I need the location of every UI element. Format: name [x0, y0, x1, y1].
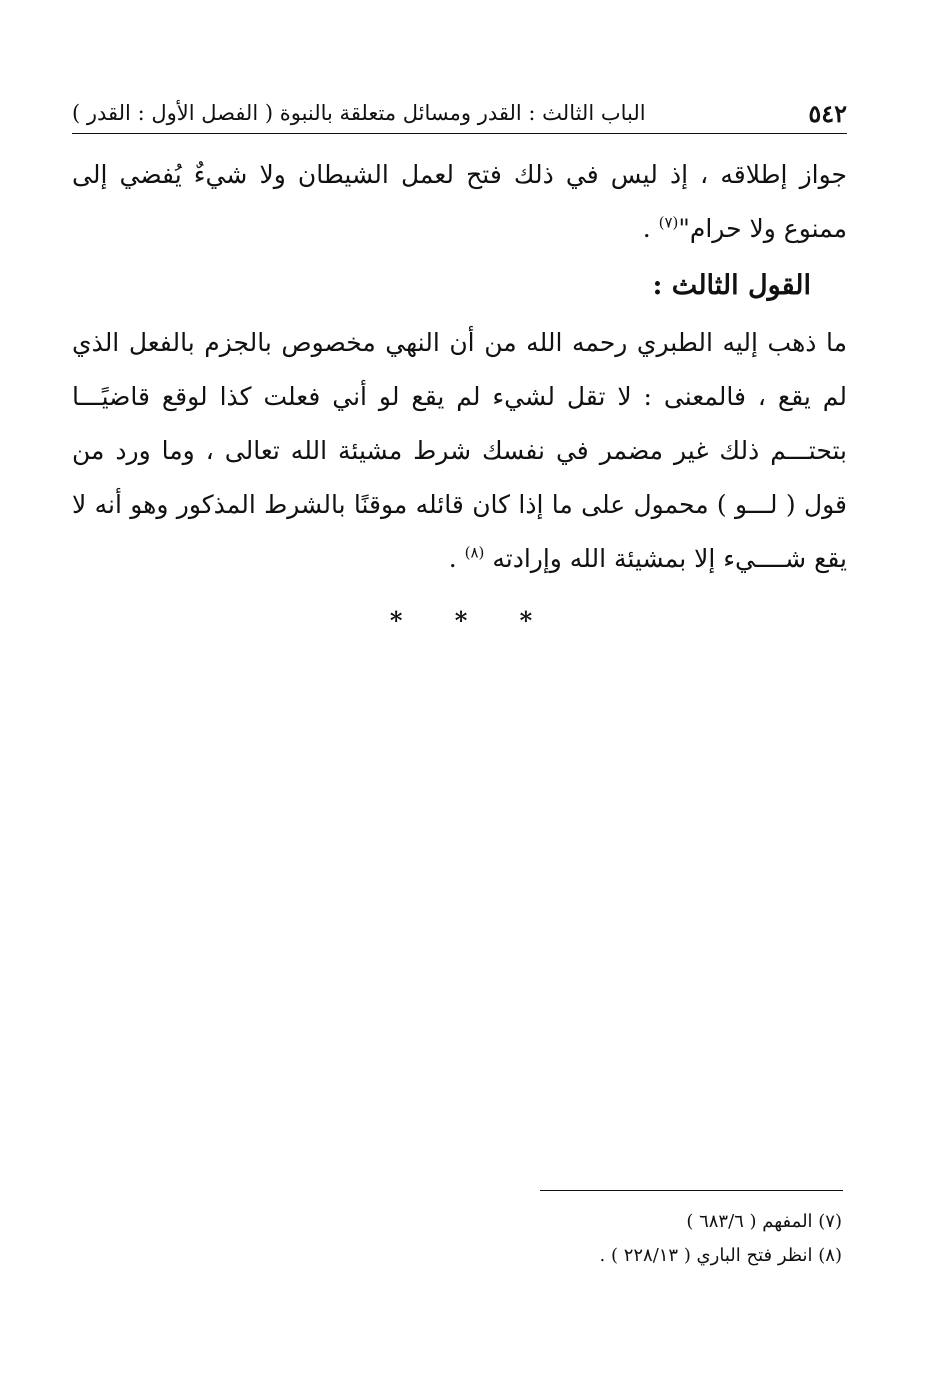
paragraph-1 [72, 148, 847, 256]
header-divider [72, 133, 847, 134]
main-text [72, 148, 847, 586]
paragraph-2-text: ما ذهب إليه الطبري رحمه الله من أن النهي مخصوص بالجزم بالفعل الذي لم يقع ، فالمعنى : لا تقل لشيء لم يقع لو أني فعلت كذا لوقع قاضيًـــا بتحتـــم ذلك غير مضمر في نفسك شرط مشيئة الله تعالى ، وما ورد من قول ( لـــو ) محمول على ما إذا كان قائله موقنًا بالشرط المذكور وهو أنه لا يقع شــــيء إلا بمشيئة الله وإرادته [72, 328, 847, 573]
footnote-ref-8: (٨) [464, 543, 485, 562]
paragraph-1-text: جواز إطلاقه ، إذ ليس في ذلك فتح لعمل الشيطان ولا شيءٌ يُفضي إلى ممنوع ولا حرام" [72, 160, 847, 243]
page-header [72, 96, 847, 130]
paragraph-2 [72, 316, 847, 586]
page-number: ٥٤٢ [808, 98, 847, 128]
paragraph-1-end: . [642, 214, 659, 243]
running-head: الباب الثالث : القدر ومسائل متعلقة بالنبوة ( الفصل الأول : القدر ) [72, 101, 646, 125]
footnote-8: (٨) انظر فتح الباري ( ٢٢٨/١٣ ) . [599, 1245, 842, 1266]
section-separator: * * * [389, 606, 555, 635]
footnote-7: (٧) المفهم ( ٦٨٣/٦ ) [686, 1211, 842, 1232]
footnote-ref-7: (٧) [658, 213, 679, 232]
section-heading: القول الثالث : [652, 270, 811, 301]
footnote-divider [540, 1190, 843, 1191]
paragraph-2-end: . [448, 544, 465, 573]
footnotes [72, 1205, 842, 1273]
